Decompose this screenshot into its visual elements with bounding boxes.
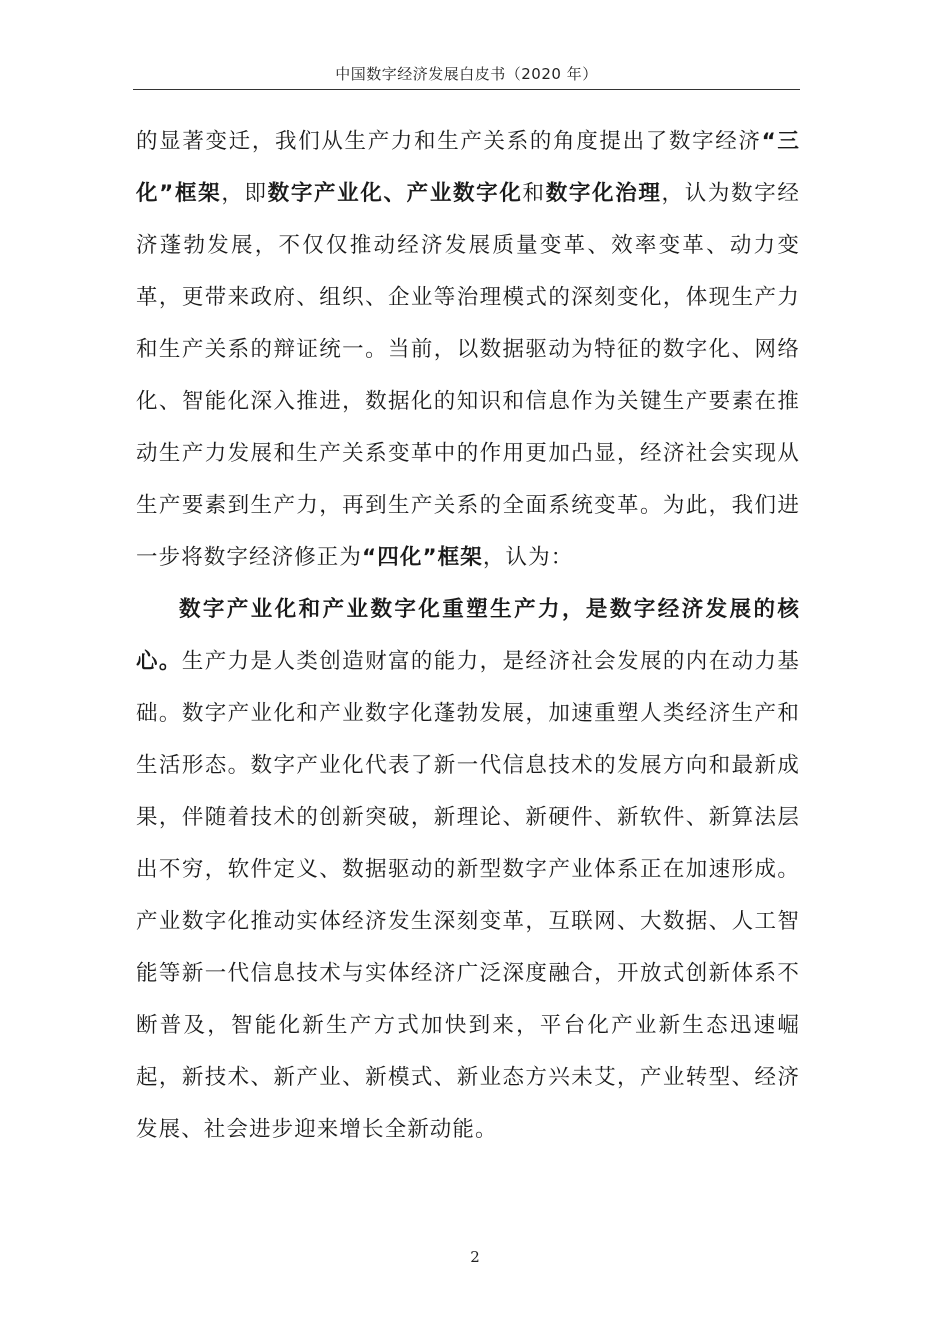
text-run: 和	[522, 181, 546, 206]
body-text	[136, 116, 800, 1156]
bold-term-four-framework: “四化”框架	[362, 545, 483, 570]
bold-term-three-framework: “三化”框架	[136, 129, 800, 206]
paragraph-productivity	[136, 584, 800, 1156]
text-run: 的显著变迁，我们从生产力和生产关系的角度提出了数字经济	[136, 129, 762, 154]
bold-term-governance: 数字化治理	[545, 181, 662, 206]
text-run: ，认为数字经济蓬勃发展，不仅仅推动经济发展质量变革、效率变革、动力变革，更带来政府、组织、企业等治理模式的深刻变化，体现生产力和生产关系的辩证统一。当前，以数据驱动为特征的数字化、网络化、智能化深入推进，数据化的知识和信息作为关键生产要素在推动生产力发展和生产关系变革中的作用更加凸显，经济社会实现从生产要素到生产力，再到生产关系的全面系统变革。为此，我们进一步将数字经济修正为	[136, 181, 800, 570]
paragraph-lead-sentence: 数字产业化和产业数字化重塑生产力，是数字经济发展的核心。	[136, 597, 800, 674]
running-header-title: 中国数字经济发展白皮书（2020 年）	[335, 65, 598, 83]
paragraph-three-to-four-frameworks	[136, 116, 800, 584]
text-run: ，即	[221, 181, 268, 206]
text-run: ，认为：	[482, 545, 574, 570]
header-divider	[133, 89, 800, 90]
bold-term-industrialization: 数字产业化、产业数字化	[267, 181, 523, 206]
page-number: 2	[470, 1248, 480, 1266]
text-run: 生产力是人类创造财富的能力，是经济社会发展的内在动力基础。数字产业化和产业数字化蓬勃发展，加速重塑人类经济生产和生活形态。数字产业化代表了新一代信息技术的发展方向和最新成果，伴随着技术的创新突破，新理论、新硬件、新软件、新算法层出不穷，软件定义、数据驱动的新型数字产业体系正在加速形成。产业数字化推动实体经济发生深刻变革，互联网、大数据、人工智能等新一代信息技术与实体经济广泛深度融合，开放式创新体系不断普及，智能化新生产方式加快到来，平台化产业新生态迅速崛起，新技术、新产业、新模式、新业态方兴未艾，产业转型、经济发展、社会进步迎来增长全新动能。	[136, 649, 801, 1142]
